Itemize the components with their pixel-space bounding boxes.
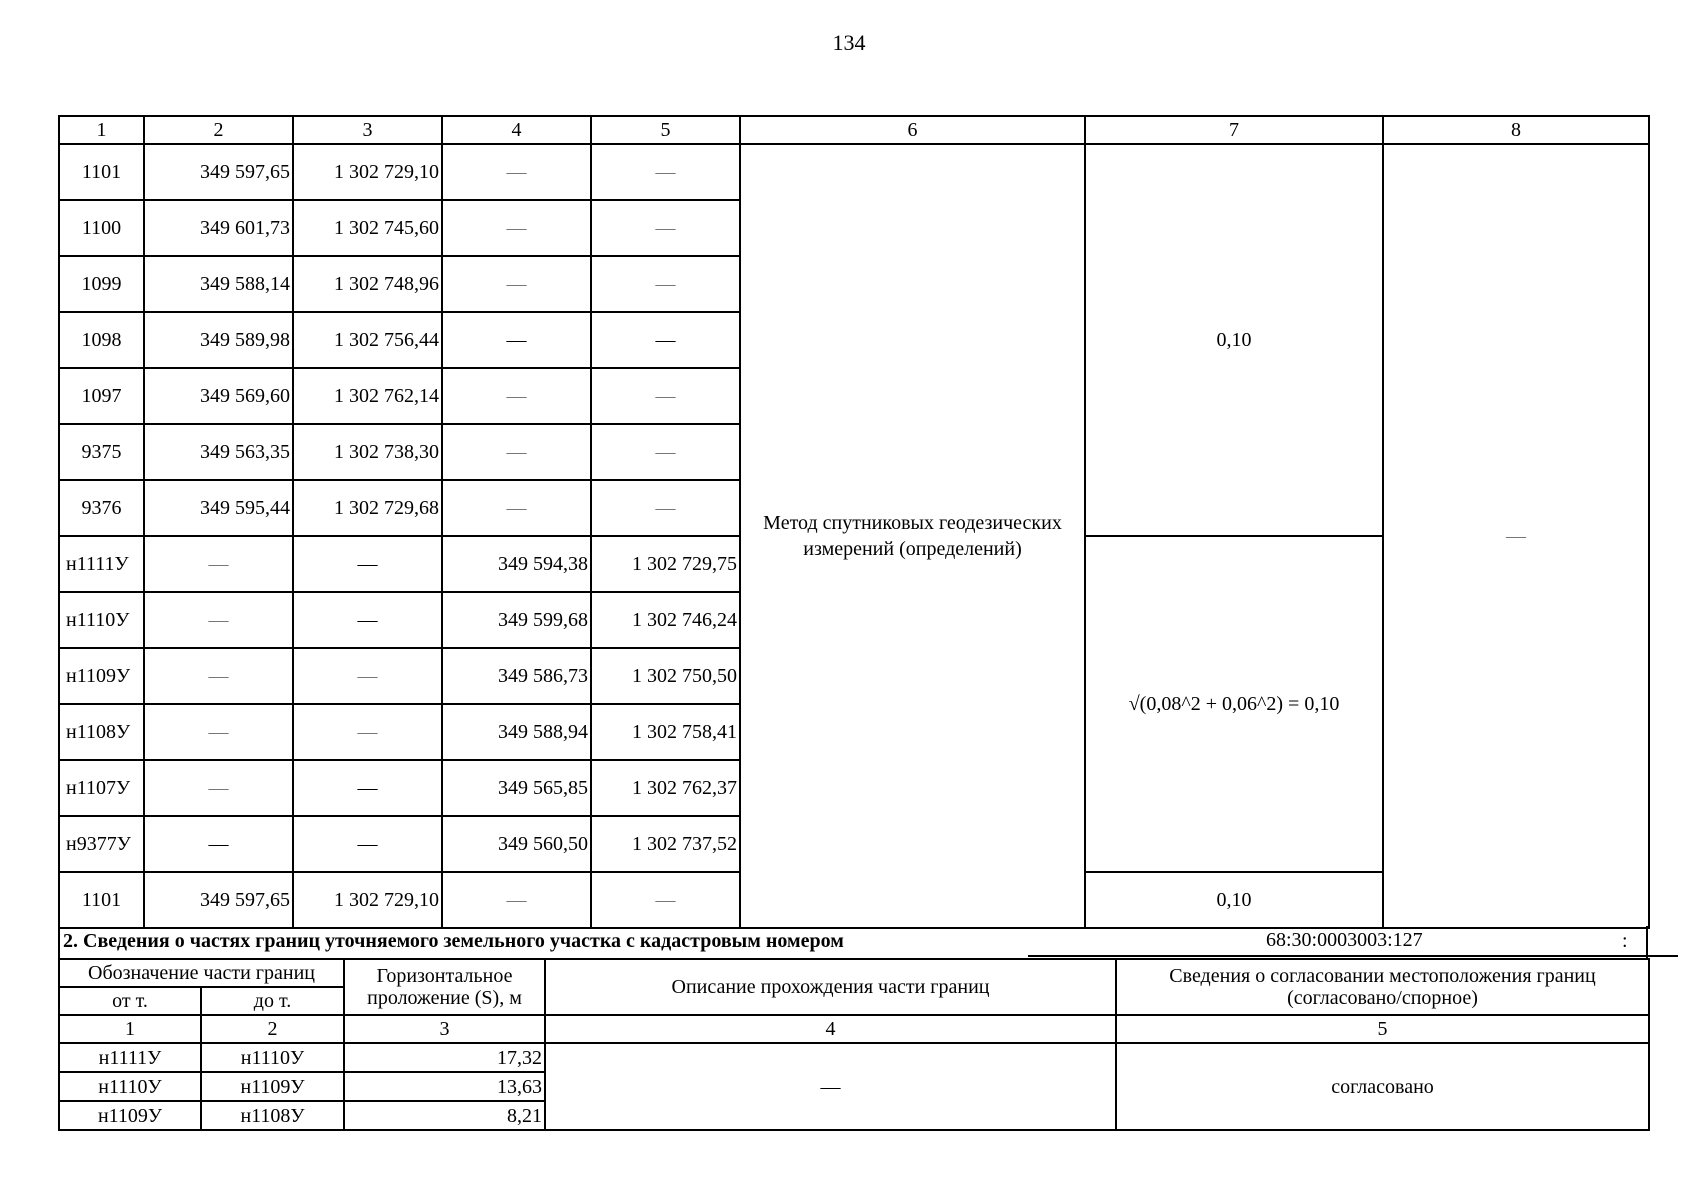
accuracy-formula: √(0,08^2 + 0,06^2) = 0,10: [1085, 536, 1383, 872]
existing-y: —: [293, 760, 442, 816]
new-y: 1 302 762,37: [591, 760, 740, 816]
col-number-4: 4: [442, 116, 591, 144]
existing-x: —: [144, 536, 293, 592]
existing-y: 1 302 762,14: [293, 368, 442, 424]
existing-x: 349 588,14: [144, 256, 293, 312]
existing-x: —: [144, 648, 293, 704]
existing-x: 349 601,73: [144, 200, 293, 256]
new-y: —: [591, 200, 740, 256]
description-value: —: [545, 1043, 1116, 1130]
description-header: Описание прохождения части границ: [545, 959, 1116, 1015]
new-x: —: [442, 424, 591, 480]
col-number-2: 2: [144, 116, 293, 144]
existing-x: —: [144, 760, 293, 816]
table-row: [59, 144, 1649, 200]
new-x: 349 588,94: [442, 704, 591, 760]
boundary-parts-table: [58, 958, 1650, 1131]
new-y: —: [591, 424, 740, 480]
from-point: н1111У: [59, 1043, 201, 1072]
new-y: 1 302 746,24: [591, 592, 740, 648]
column-number-row: [59, 116, 1649, 144]
to-point: н1110У: [201, 1043, 344, 1072]
method-cell: Метод спутниковых геодезических измерений (определений): [740, 144, 1085, 928]
point-id: 9376: [59, 480, 144, 536]
point-id: н1110У: [59, 592, 144, 648]
column-number-row: [59, 1015, 1649, 1043]
new-y: —: [591, 368, 740, 424]
point-id: н1109У: [59, 648, 144, 704]
col-number-5: 5: [591, 116, 740, 144]
existing-y: —: [293, 592, 442, 648]
point-id: н1108У: [59, 704, 144, 760]
existing-x: 349 569,60: [144, 368, 293, 424]
new-y: —: [591, 480, 740, 536]
point-id: 1097: [59, 368, 144, 424]
point-id: 1098: [59, 312, 144, 368]
existing-y: —: [293, 704, 442, 760]
new-x: —: [442, 200, 591, 256]
existing-y: 1 302 748,96: [293, 256, 442, 312]
from-header: от т.: [59, 987, 201, 1015]
existing-y: —: [293, 648, 442, 704]
to-point: н1109У: [201, 1072, 344, 1101]
column-8-value: —: [1383, 144, 1649, 928]
existing-x: —: [144, 816, 293, 872]
col-number-7: 7: [1085, 116, 1383, 144]
agreement-value: согласовано: [1116, 1043, 1649, 1130]
new-x: 349 560,50: [442, 816, 591, 872]
boundary-points-table: [58, 115, 1650, 929]
length-header: Горизонтальное проложение (S), м: [344, 959, 545, 1015]
table-row: [59, 1043, 1649, 1072]
col-number-8: 8: [1383, 116, 1649, 144]
existing-y: —: [293, 816, 442, 872]
to-point: н1108У: [201, 1101, 344, 1130]
point-id: 1101: [59, 872, 144, 928]
col-number-2: 2: [201, 1015, 344, 1043]
segment-length: 13,63: [344, 1072, 545, 1101]
from-point: н1109У: [59, 1101, 201, 1130]
page-number: 134: [832, 30, 866, 55]
existing-x: 349 597,65: [144, 144, 293, 200]
section-2-title: 2. Сведения о частях границ уточняемого земельного участка с кадастровым номером: [63, 930, 844, 952]
new-x: —: [442, 144, 591, 200]
cadastral-number: 68:30:0003003:127: [1266, 929, 1423, 951]
existing-y: 1 302 756,44: [293, 312, 442, 368]
new-y: 1 302 750,50: [591, 648, 740, 704]
new-y: —: [591, 144, 740, 200]
new-y: —: [591, 256, 740, 312]
new-y: —: [591, 872, 740, 928]
point-id: 1101: [59, 144, 144, 200]
point-id: 1099: [59, 256, 144, 312]
col-number-5: 5: [1116, 1015, 1649, 1043]
new-x: —: [442, 256, 591, 312]
point-id: 1100: [59, 200, 144, 256]
point-id: н1111У: [59, 536, 144, 592]
designation-header: Обозначение части границ: [59, 959, 344, 987]
point-id: 9375: [59, 424, 144, 480]
new-x: —: [442, 312, 591, 368]
existing-x: 349 589,98: [144, 312, 293, 368]
new-y: 1 302 729,75: [591, 536, 740, 592]
existing-x: —: [144, 704, 293, 760]
col-number-1: 1: [59, 1015, 201, 1043]
colon: :: [1622, 930, 1628, 952]
new-x: 349 565,85: [442, 760, 591, 816]
to-header: до т.: [201, 987, 344, 1015]
segment-length: 17,32: [344, 1043, 545, 1072]
new-x: 349 594,38: [442, 536, 591, 592]
new-x: —: [442, 368, 591, 424]
existing-y: 1 302 729,10: [293, 144, 442, 200]
existing-x: —: [144, 592, 293, 648]
cadastral-number-field: [1028, 929, 1678, 957]
segment-length: 8,21: [344, 1101, 545, 1130]
new-y: 1 302 737,52: [591, 816, 740, 872]
existing-x: 349 597,65: [144, 872, 293, 928]
existing-y: 1 302 729,68: [293, 480, 442, 536]
col-number-3: 3: [293, 116, 442, 144]
agreement-header: Сведения о согласовании местоположения границ (согласовано/спорное): [1116, 959, 1649, 1015]
from-point: н1110У: [59, 1072, 201, 1101]
new-y: —: [591, 312, 740, 368]
point-id: н9377У: [59, 816, 144, 872]
existing-y: 1 302 738,30: [293, 424, 442, 480]
new-x: 349 586,73: [442, 648, 591, 704]
new-x: 349 599,68: [442, 592, 591, 648]
col-number-4: 4: [545, 1015, 1116, 1043]
existing-y: 1 302 729,10: [293, 872, 442, 928]
existing-x: 349 563,35: [144, 424, 293, 480]
accuracy-bottom: 0,10: [1085, 872, 1383, 928]
col-number-1: 1: [59, 116, 144, 144]
new-x: —: [442, 872, 591, 928]
new-y: 1 302 758,41: [591, 704, 740, 760]
col-number-3: 3: [344, 1015, 545, 1043]
point-id: н1107У: [59, 760, 144, 816]
existing-y: —: [293, 536, 442, 592]
accuracy-top: 0,10: [1085, 144, 1383, 536]
existing-x: 349 595,44: [144, 480, 293, 536]
section-2-heading: [58, 926, 1648, 960]
col-number-6: 6: [740, 116, 1085, 144]
existing-y: 1 302 745,60: [293, 200, 442, 256]
new-x: —: [442, 480, 591, 536]
